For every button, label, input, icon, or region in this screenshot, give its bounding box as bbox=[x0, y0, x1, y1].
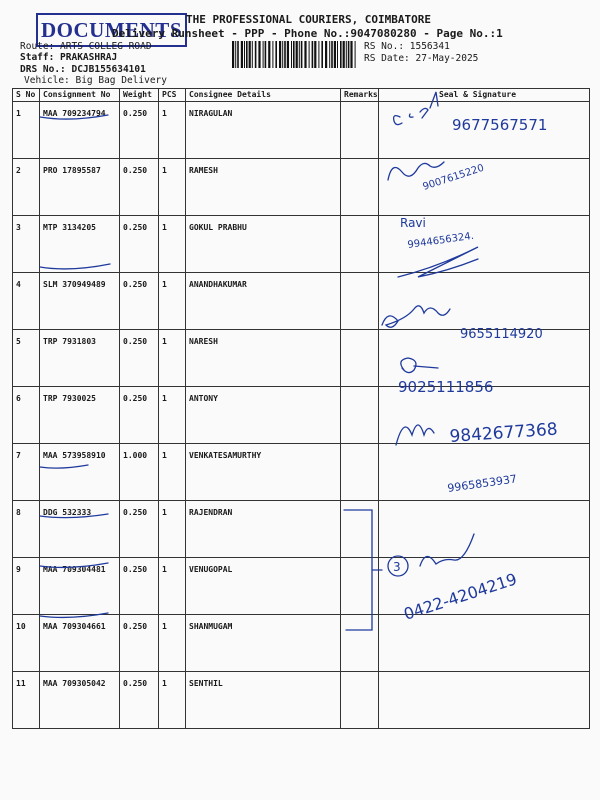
ink-circle-number: 3 bbox=[393, 560, 401, 574]
barcode-bar bbox=[346, 41, 347, 68]
cell-remarks bbox=[341, 387, 379, 444]
barcode-bar bbox=[246, 41, 248, 68]
cell-consignee: NIRAGULAN bbox=[186, 102, 341, 159]
cell-consignment-no: SLM 370949489 bbox=[40, 273, 120, 330]
cell-consignee: GOKUL PRABHU bbox=[186, 216, 341, 273]
table-row bbox=[13, 444, 590, 501]
cell-consignment-no: MAA 709304481 bbox=[40, 558, 120, 615]
table-header-row bbox=[13, 89, 590, 102]
cell-signature bbox=[379, 330, 590, 387]
barcode-bar bbox=[258, 41, 260, 68]
barcode-bar bbox=[318, 41, 319, 68]
cell-weight: 0.250 bbox=[120, 501, 159, 558]
cell-consignment-no: MAA 709304661 bbox=[40, 615, 120, 672]
barcode-bar bbox=[309, 41, 310, 68]
cell-remarks bbox=[341, 558, 379, 615]
cell-consignment-no: PRO 17895587 bbox=[40, 159, 120, 216]
col-header-consignee: Consignee Details bbox=[186, 89, 341, 102]
barcode-bar bbox=[348, 41, 350, 68]
barcode-bar bbox=[275, 41, 277, 68]
cell-consignee: ANTONY bbox=[186, 387, 341, 444]
cell-weight: 0.250 bbox=[120, 216, 159, 273]
barcode-bar bbox=[279, 41, 281, 68]
documents-stamp: DOCUMENTS bbox=[36, 13, 187, 47]
barcode-bar bbox=[314, 41, 316, 68]
barcode-bar bbox=[312, 41, 314, 68]
cell-sno: 3 bbox=[13, 216, 40, 273]
runsheet-subtitle: Delivery Runsheet - PPP - Phone No.:9047080280 - Page No.:1 bbox=[112, 27, 503, 40]
barcode-bar bbox=[272, 41, 273, 68]
cell-signature bbox=[379, 159, 590, 216]
ink-phone-row3: 9944656324. bbox=[406, 230, 475, 251]
cell-consignee: VENUGOPAL bbox=[186, 558, 341, 615]
col-header-consignment: Consignment No bbox=[40, 89, 120, 102]
runsheet-table bbox=[12, 88, 590, 729]
cell-weight: 0.250 bbox=[120, 273, 159, 330]
table-row bbox=[13, 330, 590, 387]
cell-sno: 6 bbox=[13, 387, 40, 444]
ink-phone-row6: 9025111856 bbox=[398, 378, 494, 396]
ink-phone-row7: 9842677368 bbox=[448, 419, 559, 447]
cell-pcs: 1 bbox=[159, 501, 186, 558]
cell-remarks bbox=[341, 159, 379, 216]
cell-pcs: 1 bbox=[159, 216, 186, 273]
cell-consignment-no: DDG 532333 bbox=[40, 501, 120, 558]
barcode-bar bbox=[284, 41, 286, 68]
barcode-bar bbox=[321, 41, 323, 68]
barcode-bar bbox=[265, 41, 267, 68]
cell-pcs: 1 bbox=[159, 387, 186, 444]
table-row bbox=[13, 216, 590, 273]
barcode-bar bbox=[355, 41, 356, 68]
cell-pcs: 1 bbox=[159, 159, 186, 216]
cell-consignment-no: MAA 709305042 bbox=[40, 672, 120, 729]
barcode-bar bbox=[235, 41, 236, 68]
table-row bbox=[13, 558, 590, 615]
cell-consignment-no: MAA 573958910 bbox=[40, 444, 120, 501]
cell-weight: 0.250 bbox=[120, 159, 159, 216]
cell-remarks bbox=[341, 672, 379, 729]
barcode-bar bbox=[325, 41, 327, 68]
barcode-bar bbox=[331, 41, 333, 68]
cell-pcs: 1 bbox=[159, 615, 186, 672]
ink-phone-row5: 9655114920 bbox=[460, 327, 543, 342]
barcode-bar bbox=[237, 41, 239, 68]
barcode-bar bbox=[244, 41, 245, 68]
cell-weight: 0.250 bbox=[120, 558, 159, 615]
cell-consignee: NARESH bbox=[186, 330, 341, 387]
barcode-bar bbox=[350, 41, 352, 68]
ink-phone-row8: 9965853937 bbox=[446, 472, 518, 495]
cell-signature bbox=[379, 615, 590, 672]
table-row bbox=[13, 501, 590, 558]
cell-remarks bbox=[341, 501, 379, 558]
cell-pcs: 1 bbox=[159, 672, 186, 729]
cell-pcs: 1 bbox=[159, 330, 186, 387]
barcode-bar bbox=[268, 41, 270, 68]
cell-pcs: 1 bbox=[159, 102, 186, 159]
cell-signature bbox=[379, 102, 590, 159]
barcode-bar bbox=[255, 41, 257, 68]
ink-phone-row11: 0422-4204219 bbox=[401, 569, 520, 624]
table-row bbox=[13, 672, 590, 729]
barcode-bar bbox=[340, 41, 342, 68]
cell-signature bbox=[379, 387, 590, 447]
barcode-bar bbox=[343, 41, 345, 68]
barcode-bar bbox=[249, 41, 251, 68]
cell-signature bbox=[379, 672, 590, 729]
cell-sno: 7 bbox=[13, 444, 40, 501]
barcode-bar bbox=[296, 41, 298, 68]
cell-consignee: SENTHIL bbox=[186, 672, 341, 729]
company-title: THE PROFESSIONAL COURIERS, COIMBATORE bbox=[186, 13, 432, 26]
cell-weight: 0.250 bbox=[120, 672, 159, 729]
barcode-bar bbox=[291, 41, 292, 68]
cell-pcs: 1 bbox=[159, 444, 186, 501]
col-header-remarks: Remarks bbox=[341, 89, 379, 102]
cell-remarks bbox=[341, 330, 379, 387]
table-row bbox=[13, 387, 590, 444]
cell-weight: 0.250 bbox=[120, 330, 159, 387]
cell-weight: 1.000 bbox=[120, 444, 159, 501]
cell-sno: 5 bbox=[13, 330, 40, 387]
ink-name-row3: Ravi bbox=[400, 216, 426, 230]
barcode-bar bbox=[293, 41, 295, 68]
cell-signature bbox=[379, 501, 590, 558]
barcode-image bbox=[232, 41, 358, 68]
rs-date: RS Date: 27-May-2025 bbox=[364, 53, 479, 64]
cell-sno: 11 bbox=[13, 672, 40, 729]
cell-sno: 2 bbox=[13, 159, 40, 216]
cell-pcs: 1 bbox=[159, 558, 186, 615]
col-header-signature: Seal & Signature bbox=[379, 89, 590, 102]
cell-signature bbox=[379, 216, 590, 273]
rs-number: RS No.: 1556341 bbox=[364, 41, 450, 52]
cell-consignee: RAJENDRAN bbox=[186, 501, 341, 558]
cell-consignment-no: TRP 7931803 bbox=[40, 330, 120, 387]
col-header-sno: S No bbox=[13, 89, 40, 102]
cell-remarks bbox=[341, 102, 379, 159]
cell-consignee: ANANDHAKUMAR bbox=[186, 273, 341, 330]
cell-weight: 0.250 bbox=[120, 387, 159, 444]
cell-consignment-no: MAA 709234794 bbox=[40, 102, 120, 159]
barcode-bar bbox=[304, 41, 306, 68]
cell-consignment-no: MTP 3134205 bbox=[40, 216, 120, 273]
route-label: Route: ARTS COLLEG ROAD bbox=[20, 41, 152, 52]
cell-pcs: 1 bbox=[159, 273, 186, 330]
col-header-weight: Weight bbox=[120, 89, 159, 102]
drs-label: DRS No.: DCJB155634101 bbox=[20, 64, 146, 75]
table-row bbox=[13, 102, 590, 159]
barcode-bar bbox=[282, 41, 283, 68]
cell-weight: 0.250 bbox=[120, 102, 159, 159]
cell-signature bbox=[379, 444, 590, 501]
barcode-bar bbox=[299, 41, 300, 68]
barcode-bar bbox=[252, 41, 253, 68]
barcode-bar bbox=[337, 41, 338, 68]
cell-sno: 4 bbox=[13, 273, 40, 330]
table-row bbox=[13, 159, 590, 216]
cell-remarks bbox=[341, 216, 379, 273]
cell-signature bbox=[379, 558, 590, 615]
barcode-bar bbox=[263, 41, 264, 68]
cell-weight: 0.250 bbox=[120, 615, 159, 672]
col-header-pcs: PCS bbox=[159, 89, 186, 102]
ink-phone-row1: 9677567571 bbox=[452, 116, 548, 134]
cell-sno: 1 bbox=[13, 102, 40, 159]
table-row bbox=[13, 615, 590, 672]
cell-consignment-no: TRP 7930025 bbox=[40, 387, 120, 444]
ink-phone-row2: 9007615220 bbox=[421, 162, 486, 193]
cell-remarks bbox=[341, 273, 379, 330]
barcode-bar bbox=[301, 41, 303, 68]
cell-consignee: VENKATESAMURTHY bbox=[186, 444, 341, 501]
barcode-bar bbox=[334, 41, 336, 68]
barcode-bar bbox=[329, 41, 330, 68]
barcode-bar bbox=[232, 41, 234, 68]
cell-sno: 8 bbox=[13, 501, 40, 558]
cell-sno: 9 bbox=[13, 558, 40, 615]
cell-remarks bbox=[341, 615, 379, 672]
vehicle-label: Vehicle: Big Bag Delivery bbox=[24, 75, 167, 86]
cell-signature bbox=[379, 273, 590, 330]
cell-consignee: SHANMUGAM bbox=[186, 615, 341, 672]
cell-sno: 10 bbox=[13, 615, 40, 672]
barcode-bar bbox=[241, 41, 243, 68]
cell-consignee: RAMESH bbox=[186, 159, 341, 216]
table-row bbox=[13, 273, 590, 330]
cell-remarks bbox=[341, 444, 379, 501]
barcode-bar bbox=[287, 41, 289, 68]
staff-label: Staff: PRAKASHRAJ bbox=[20, 52, 118, 63]
